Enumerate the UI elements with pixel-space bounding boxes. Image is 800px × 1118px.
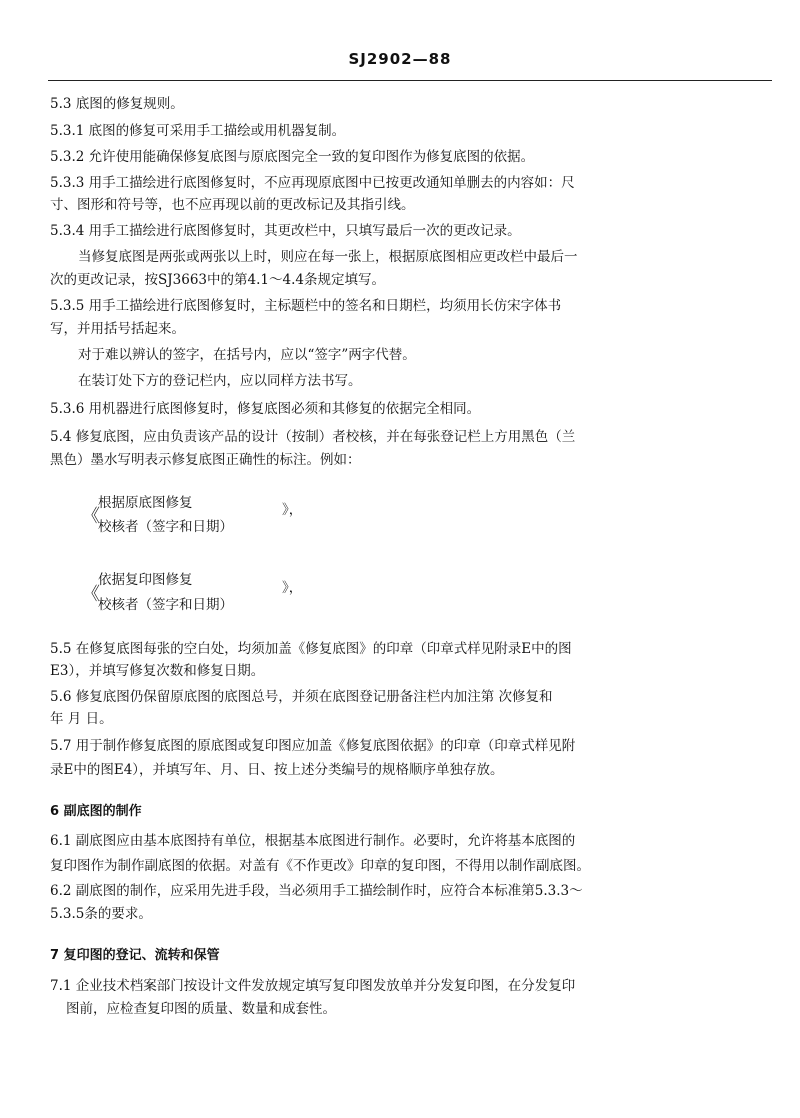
clause-5-4-cont: 黑色）墨水写明表示修复底图正确性的标注。例如： bbox=[50, 452, 361, 468]
clause-5-3-4: 5.3.4 用手工描绘进行底图修复时，其更改栏中，只填写最后一次的更改记录。 bbox=[50, 223, 521, 239]
example-1-line1: 根据原底图修复 bbox=[98, 495, 193, 511]
clause-5-3-4-cont: 次的更改记录，按SJ3663中的第4.1～4.4条规定填写。 bbox=[50, 272, 385, 288]
example-2-line1: 依据复印图修复 bbox=[98, 572, 193, 588]
clause-5-3-5: 5.3.5 用手工描绘进行底图修复时，主标题栏中的签名和日期栏，均须用长仿宋字体书 bbox=[50, 298, 562, 314]
clause-5-7: 5.7 用于制作修复底图的原底图或复印图应加盖《修复底图依据》的印章（印章式样见附 bbox=[50, 738, 576, 754]
clause-7-1: 7.1 企业技术档案部门按设计文件发放规定填写复印图发放单并分发复印图，在分发复印 bbox=[50, 978, 576, 994]
clause-5-3-6: 5.3.6 用机器进行底图修复时，修复底图必须和其修复的依据完全相同。 bbox=[50, 401, 481, 417]
clause-6-2-cont: 5.3.5条的要求。 bbox=[50, 906, 152, 922]
clause-7-1-cont: 图前，应检查复印图的质量、数量和成套性。 bbox=[66, 1001, 336, 1017]
clause-5-4: 5.4 修复底图，应由负责该产品的设计（按制）者校核，并在每张登记栏上方用黑色（兰 bbox=[50, 429, 576, 445]
example-1-open-bracket: 《 bbox=[82, 506, 100, 527]
clause-5-3-1: 5.3.1 底图的修复可采用手工描绘或用机器复制。 bbox=[50, 123, 346, 139]
clause-5-3-3-cont: 寸、图形和符号等，也不应再现以前的更改标记及其指引线。 bbox=[50, 197, 415, 213]
example-2-open-bracket: 《 bbox=[82, 584, 100, 605]
clause-6-2: 6.2 副底图的制作，应采用先进手段，当必须用手工描绘制作时，应符合本标准第5.3.3～ bbox=[50, 883, 583, 899]
page-header-code: SJ2902—88 bbox=[348, 50, 452, 68]
clause-6-1-cont: 复印图作为制作副底图的依据。对盖有《不作更改》印章的复印图，不得用以制作副底图。 bbox=[50, 858, 590, 874]
clause-5-3-2: 5.3.2 允许使用能确保修复底图与原底图完全一致的复印图作为修复底图的依据。 bbox=[50, 149, 535, 165]
example-1-close: 》， bbox=[282, 502, 303, 518]
clause-5-5-cont: E3），并填写修复次数和修复日期。 bbox=[50, 663, 265, 679]
clause-5-3: 5.3 底图的修复规则。 bbox=[50, 96, 184, 112]
example-2-close: 》， bbox=[282, 580, 303, 596]
clause-5-7-cont: 录E中的图E4），并填写年、月、日、按上述分类编号的规格顺序单独存放。 bbox=[50, 762, 504, 778]
clause-5-3-4-para: 当修复底图是两张或两张以上时，则应在每一张上，根据原底图相应更改栏中最后一 bbox=[78, 249, 578, 265]
clause-6-1: 6.1 副底图应由基本底图持有单位，根据基本底图进行制作。必要时，允许将基本底图的 bbox=[50, 833, 576, 849]
clause-5-3-5-para2: 在装订处下方的登记栏内，应以同样方法书写。 bbox=[78, 373, 362, 389]
clause-5-5: 5.5 在修复底图每张的空白处，均须加盖《修复底图》的印章（印章式样见附录E中的图 bbox=[50, 641, 572, 657]
header-rule bbox=[48, 80, 772, 81]
section-6-heading: 6 副底图的制作 bbox=[50, 804, 142, 819]
example-2-line2: 校核者（签字和日期） bbox=[98, 597, 233, 613]
section-7-heading: 7 复印图的登记、流转和保管 bbox=[50, 948, 220, 963]
clause-5-3-5-cont: 写，并用括号括起来。 bbox=[50, 321, 185, 337]
example-1-line2: 校核者（签字和日期） bbox=[98, 519, 233, 535]
clause-5-6: 5.6 修复底图仍保留原底图的底图总号，并须在底图登记册备注栏内加注第 次修复和 bbox=[50, 689, 553, 705]
clause-5-3-5-para1: 对于难以辨认的签字，在括号内，应以“签字”两字代替。 bbox=[78, 347, 416, 363]
clause-5-3-3: 5.3.3 用手工描绘进行底图修复时，不应再现原底图中已按更改通知单删去的内容如：尺 bbox=[50, 175, 575, 191]
clause-5-6-cont: 年 月 日。 bbox=[50, 711, 113, 727]
